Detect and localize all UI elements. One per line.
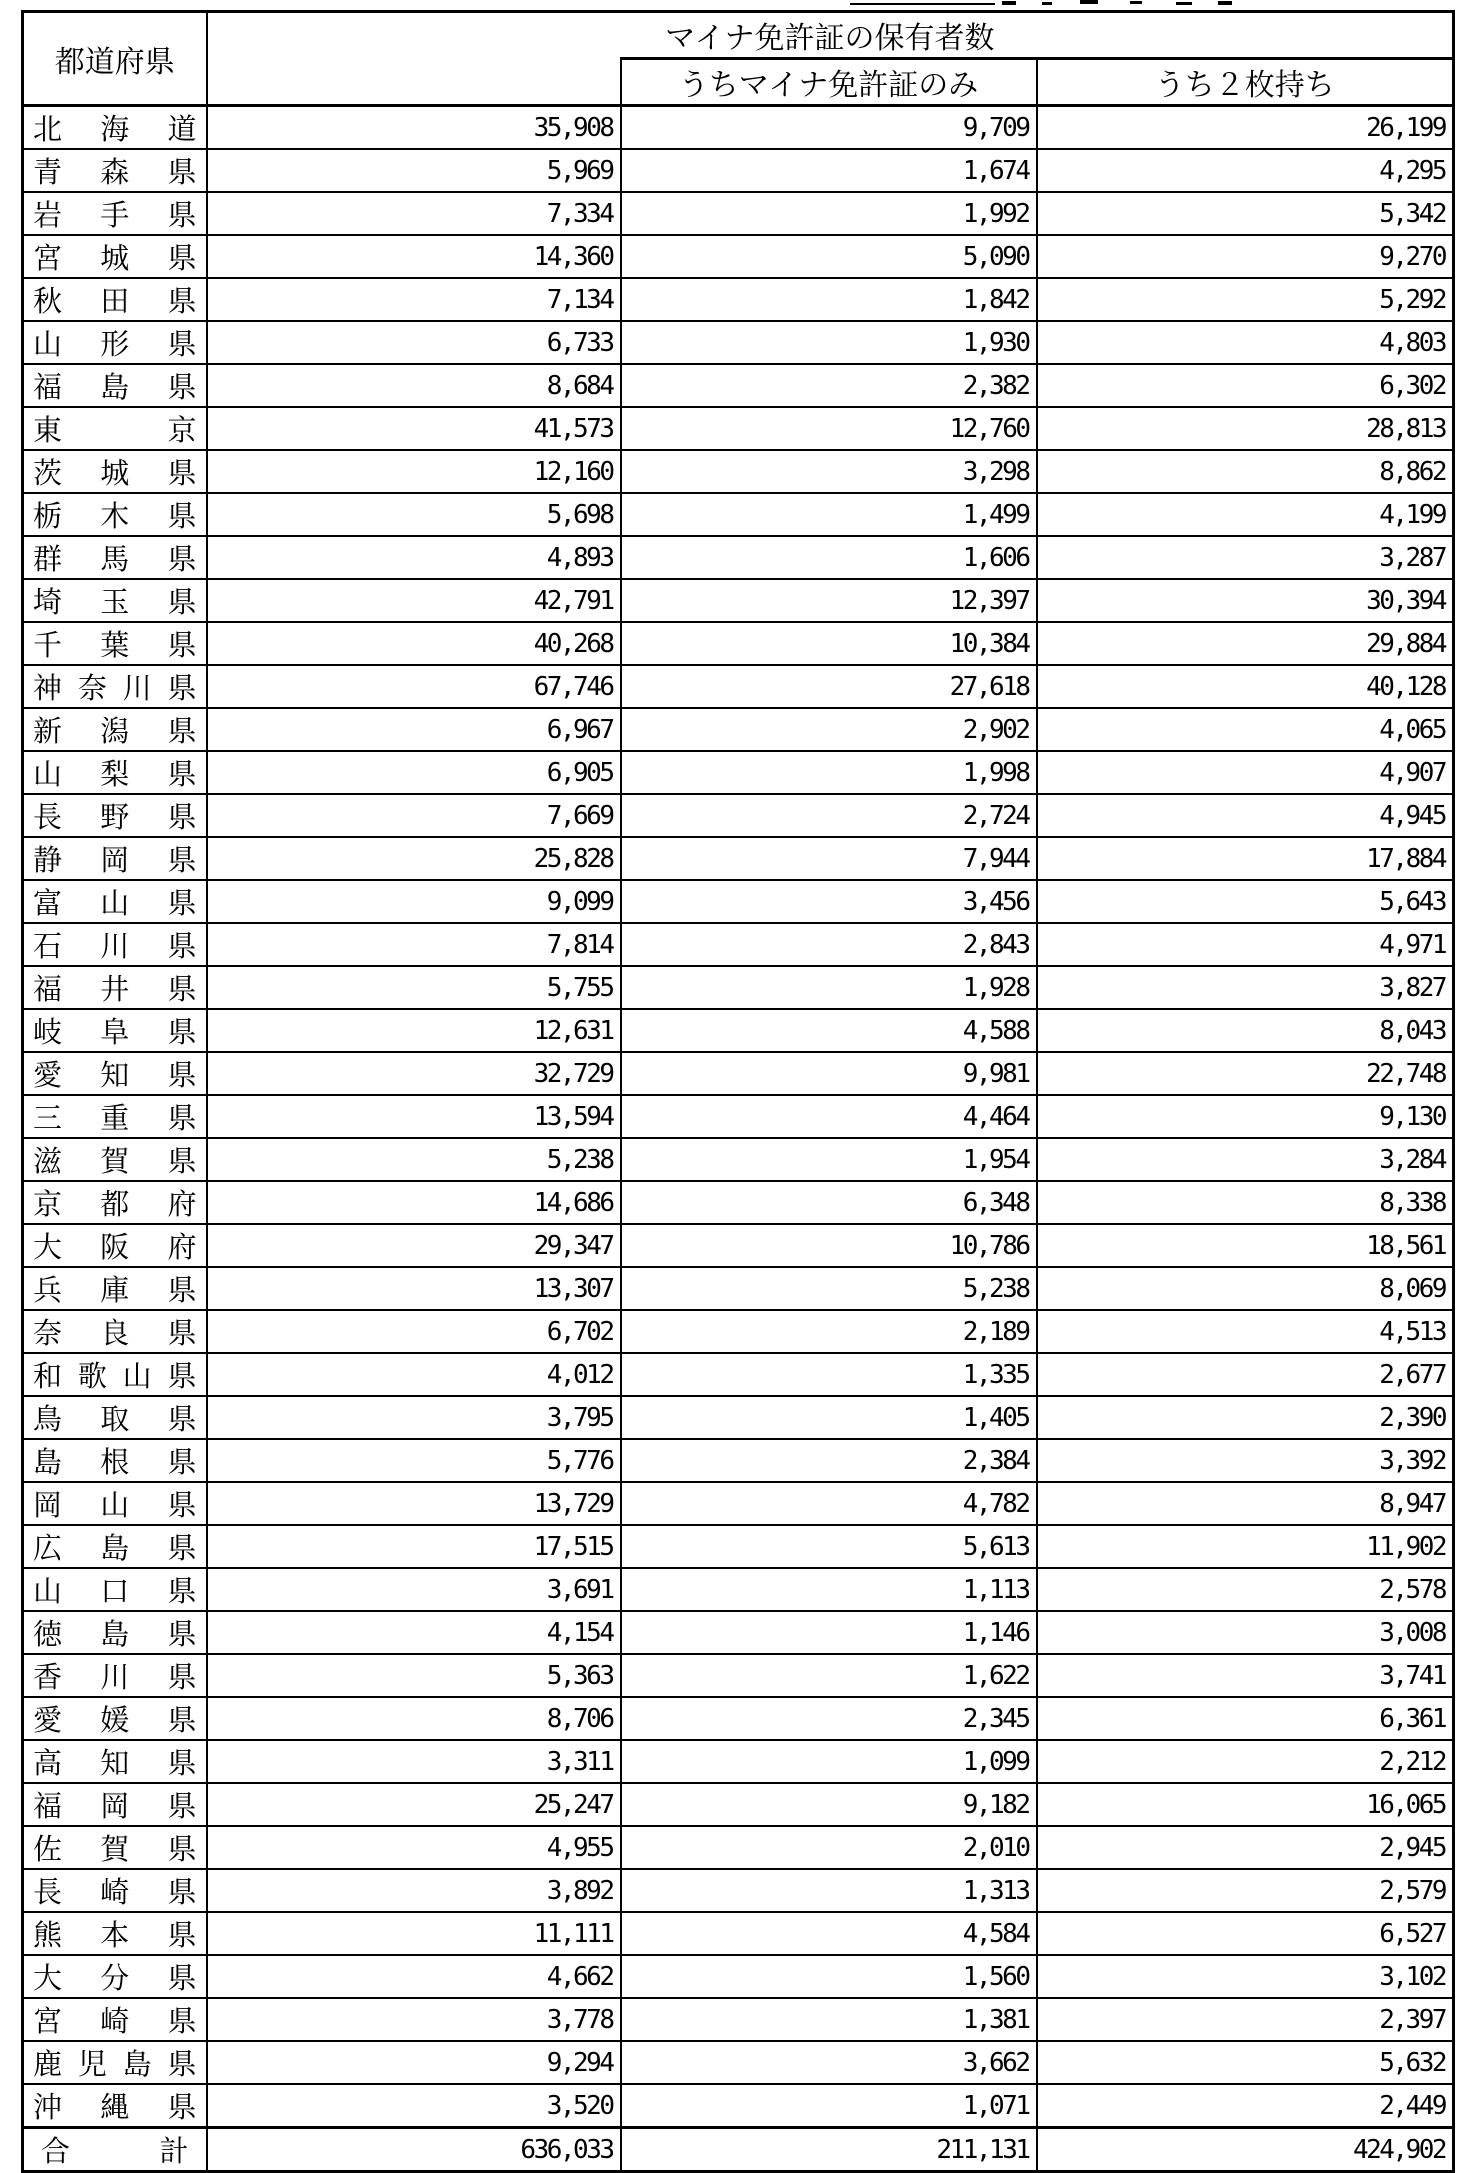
- total-holders-cell: 13,729: [207, 1482, 621, 1525]
- total-holders-cell: 11,111: [207, 1912, 621, 1955]
- only-myna-cell: 2,902: [621, 708, 1037, 751]
- total-holders-cell: 3,520: [207, 2084, 621, 2128]
- two-cards-cell: 6,302: [1037, 364, 1454, 407]
- total-holders-cell: 7,669: [207, 794, 621, 837]
- two-cards-cell: 3,392: [1037, 1439, 1454, 1482]
- two-cards-cell: 4,513: [1037, 1310, 1454, 1353]
- total-holders-cell: 6,967: [207, 708, 621, 751]
- table-row: [23, 1482, 1454, 1525]
- table-row: [23, 1998, 1454, 2041]
- total-holders-cell: 4,893: [207, 536, 621, 579]
- total-holders-cell: 3,311: [207, 1740, 621, 1783]
- only-myna-cell: 6,348: [621, 1181, 1037, 1224]
- total-holders-cell: 5,363: [207, 1654, 621, 1697]
- prefecture-cell: 香川県: [23, 1654, 207, 1697]
- two-cards-cell: 3,102: [1037, 1955, 1454, 1998]
- two-cards-cell: 424,902: [1037, 2128, 1454, 2172]
- prefecture-cell: 大分県: [23, 1955, 207, 1998]
- table-row: [23, 1224, 1454, 1267]
- two-cards-cell: 4,971: [1037, 923, 1454, 966]
- only-myna-cell: 211,131: [621, 2128, 1037, 2172]
- table-row: [23, 192, 1454, 235]
- prefecture-cell: 長崎県: [23, 1869, 207, 1912]
- two-cards-cell: 8,947: [1037, 1482, 1454, 1525]
- prefecture-cell: 山形県: [23, 321, 207, 364]
- prefecture-cell: 兵庫県: [23, 1267, 207, 1310]
- prefecture-cell: 愛媛県: [23, 1697, 207, 1740]
- header-two-cards: うち２枚持ち: [1037, 59, 1454, 106]
- table-row: [23, 1138, 1454, 1181]
- prefecture-cell: 和歌山県: [23, 1353, 207, 1396]
- two-cards-cell: 4,907: [1037, 751, 1454, 794]
- total-holders-cell: 35,908: [207, 106, 621, 150]
- only-myna-cell: 9,182: [621, 1783, 1037, 1826]
- table-row: [23, 364, 1454, 407]
- prefecture-cell: 山口県: [23, 1568, 207, 1611]
- prefecture-cell: 福島県: [23, 364, 207, 407]
- table-row: [23, 794, 1454, 837]
- prefecture-cell: 島根県: [23, 1439, 207, 1482]
- table-row: [23, 1869, 1454, 1912]
- table-row: [23, 1740, 1454, 1783]
- total-holders-cell: 3,691: [207, 1568, 621, 1611]
- table-row: [23, 880, 1454, 923]
- total-holders-cell: 14,360: [207, 235, 621, 278]
- two-cards-cell: 8,862: [1037, 450, 1454, 493]
- two-cards-cell: 6,527: [1037, 1912, 1454, 1955]
- table-row: [23, 1783, 1454, 1826]
- table-row: [23, 708, 1454, 751]
- table-row: [23, 1525, 1454, 1568]
- prefecture-cell: 北海道: [23, 106, 207, 150]
- only-myna-cell: 1,099: [621, 1740, 1037, 1783]
- total-holders-cell: 13,307: [207, 1267, 621, 1310]
- prefecture-cell: 東京: [23, 407, 207, 450]
- prefecture-cell: 富山県: [23, 880, 207, 923]
- only-myna-cell: 1,930: [621, 321, 1037, 364]
- two-cards-cell: 5,643: [1037, 880, 1454, 923]
- prefecture-cell: 沖縄県: [23, 2084, 207, 2128]
- table-row: [23, 1955, 1454, 1998]
- only-myna-cell: 2,724: [621, 794, 1037, 837]
- prefecture-cell: 山梨県: [23, 751, 207, 794]
- only-myna-cell: 1,992: [621, 192, 1037, 235]
- only-myna-cell: 5,238: [621, 1267, 1037, 1310]
- prefecture-cell: 佐賀県: [23, 1826, 207, 1869]
- total-row: [23, 2128, 1454, 2172]
- table-row: [23, 1826, 1454, 1869]
- two-cards-cell: 5,632: [1037, 2041, 1454, 2084]
- total-holders-cell: 3,795: [207, 1396, 621, 1439]
- total-holders-cell: 4,955: [207, 1826, 621, 1869]
- only-myna-cell: 2,382: [621, 364, 1037, 407]
- total-holders-cell: 3,892: [207, 1869, 621, 1912]
- header-only-myna: うちマイナ免許証のみ: [621, 59, 1037, 106]
- total-holders-cell: 9,294: [207, 2041, 621, 2084]
- two-cards-cell: 3,287: [1037, 536, 1454, 579]
- two-cards-cell: 11,902: [1037, 1525, 1454, 1568]
- only-myna-cell: 2,189: [621, 1310, 1037, 1353]
- only-myna-cell: 3,298: [621, 450, 1037, 493]
- total-holders-cell: 6,905: [207, 751, 621, 794]
- total-holders-cell: 6,733: [207, 321, 621, 364]
- total-holders-cell: 5,969: [207, 149, 621, 192]
- header-empty-cell: [207, 59, 621, 106]
- only-myna-cell: 1,842: [621, 278, 1037, 321]
- total-holders-cell: 3,778: [207, 1998, 621, 2041]
- prefecture-cell: 岐阜県: [23, 1009, 207, 1052]
- only-myna-cell: 1,622: [621, 1654, 1037, 1697]
- only-myna-cell: 10,384: [621, 622, 1037, 665]
- table-row: [23, 106, 1454, 150]
- two-cards-cell: 5,292: [1037, 278, 1454, 321]
- table-row: [23, 2084, 1454, 2128]
- prefecture-cell: 千葉県: [23, 622, 207, 665]
- two-cards-cell: 4,065: [1037, 708, 1454, 751]
- two-cards-cell: 3,741: [1037, 1654, 1454, 1697]
- two-cards-cell: 17,884: [1037, 837, 1454, 880]
- table-row: [23, 665, 1454, 708]
- header-row-1: [23, 12, 1454, 59]
- only-myna-cell: 1,560: [621, 1955, 1037, 1998]
- prefecture-cell: 広島県: [23, 1525, 207, 1568]
- prefecture-cell: 宮崎県: [23, 1998, 207, 2041]
- table-body: [23, 106, 1454, 2172]
- only-myna-cell: 1,071: [621, 2084, 1037, 2128]
- total-holders-cell: 8,684: [207, 364, 621, 407]
- prefecture-cell: 滋賀県: [23, 1138, 207, 1181]
- table-row: [23, 1568, 1454, 1611]
- total-holders-cell: 636,033: [207, 2128, 621, 2172]
- prefecture-cell: 宮城県: [23, 235, 207, 278]
- two-cards-cell: 4,295: [1037, 149, 1454, 192]
- total-holders-cell: 5,755: [207, 966, 621, 1009]
- prefecture-cell: 鳥取県: [23, 1396, 207, 1439]
- two-cards-cell: 40,128: [1037, 665, 1454, 708]
- only-myna-cell: 1,113: [621, 1568, 1037, 1611]
- prefecture-cell: 高知県: [23, 1740, 207, 1783]
- only-myna-cell: 1,998: [621, 751, 1037, 794]
- prefecture-cell: 福井県: [23, 966, 207, 1009]
- two-cards-cell: 3,827: [1037, 966, 1454, 1009]
- total-holders-cell: 12,631: [207, 1009, 621, 1052]
- two-cards-cell: 2,677: [1037, 1353, 1454, 1396]
- total-holders-cell: 12,160: [207, 450, 621, 493]
- prefecture-cell: 埼玉県: [23, 579, 207, 622]
- prefecture-cell: 愛知県: [23, 1052, 207, 1095]
- two-cards-cell: 8,069: [1037, 1267, 1454, 1310]
- two-cards-cell: 30,394: [1037, 579, 1454, 622]
- table-row: [23, 1052, 1454, 1095]
- only-myna-cell: 10,786: [621, 1224, 1037, 1267]
- table-row: [23, 1912, 1454, 1955]
- two-cards-cell: 4,199: [1037, 493, 1454, 536]
- only-myna-cell: 1,335: [621, 1353, 1037, 1396]
- only-myna-cell: 1,674: [621, 149, 1037, 192]
- prefecture-license-table: [21, 10, 1455, 2173]
- prefecture-cell: 青森県: [23, 149, 207, 192]
- prefecture-cell: 茨城県: [23, 450, 207, 493]
- two-cards-cell: 18,561: [1037, 1224, 1454, 1267]
- table-row: [23, 622, 1454, 665]
- table-row: [23, 1181, 1454, 1224]
- only-myna-cell: 2,010: [621, 1826, 1037, 1869]
- two-cards-cell: 22,748: [1037, 1052, 1454, 1095]
- table-row: [23, 751, 1454, 794]
- total-holders-cell: 41,573: [207, 407, 621, 450]
- only-myna-cell: 3,662: [621, 2041, 1037, 2084]
- table-row: [23, 1267, 1454, 1310]
- table-row: [23, 149, 1454, 192]
- two-cards-cell: 2,578: [1037, 1568, 1454, 1611]
- only-myna-cell: 4,584: [621, 1912, 1037, 1955]
- only-myna-cell: 27,618: [621, 665, 1037, 708]
- only-myna-cell: 4,588: [621, 1009, 1037, 1052]
- prefecture-cell: 京都府: [23, 1181, 207, 1224]
- total-holders-cell: 25,828: [207, 837, 621, 880]
- total-holders-cell: 29,347: [207, 1224, 621, 1267]
- two-cards-cell: 3,008: [1037, 1611, 1454, 1654]
- table-row: [23, 837, 1454, 880]
- only-myna-cell: 1,313: [621, 1869, 1037, 1912]
- prefecture-cell: 徳島県: [23, 1611, 207, 1654]
- prefecture-cell: 静岡県: [23, 837, 207, 880]
- table-row: [23, 1697, 1454, 1740]
- two-cards-cell: 2,449: [1037, 2084, 1454, 2128]
- only-myna-cell: 1,928: [621, 966, 1037, 1009]
- only-myna-cell: 1,146: [621, 1611, 1037, 1654]
- table-row: [23, 450, 1454, 493]
- two-cards-cell: 8,043: [1037, 1009, 1454, 1052]
- two-cards-cell: 2,212: [1037, 1740, 1454, 1783]
- total-holders-cell: 9,099: [207, 880, 621, 923]
- total-holders-cell: 7,334: [207, 192, 621, 235]
- total-holders-cell: 6,702: [207, 1310, 621, 1353]
- two-cards-cell: 6,361: [1037, 1697, 1454, 1740]
- total-holders-cell: 7,134: [207, 278, 621, 321]
- two-cards-cell: 8,338: [1037, 1181, 1454, 1224]
- two-cards-cell: 4,945: [1037, 794, 1454, 837]
- total-holders-cell: 5,776: [207, 1439, 621, 1482]
- table-row: [23, 407, 1454, 450]
- total-holders-cell: 32,729: [207, 1052, 621, 1095]
- two-cards-cell: 5,342: [1037, 192, 1454, 235]
- only-myna-cell: 1,606: [621, 536, 1037, 579]
- table-row: [23, 235, 1454, 278]
- only-myna-cell: 1,381: [621, 1998, 1037, 2041]
- prefecture-cell: 群馬県: [23, 536, 207, 579]
- only-myna-cell: 2,384: [621, 1439, 1037, 1482]
- only-myna-cell: 1,405: [621, 1396, 1037, 1439]
- only-myna-cell: 9,709: [621, 106, 1037, 150]
- prefecture-cell: 長野県: [23, 794, 207, 837]
- table-row: [23, 278, 1454, 321]
- two-cards-cell: 2,390: [1037, 1396, 1454, 1439]
- two-cards-cell: 4,803: [1037, 321, 1454, 364]
- only-myna-cell: 2,345: [621, 1697, 1037, 1740]
- table-row: [23, 321, 1454, 364]
- total-holders-cell: 5,698: [207, 493, 621, 536]
- header-row-2: [23, 59, 1454, 106]
- total-holders-cell: 25,247: [207, 1783, 621, 1826]
- prefecture-cell: 石川県: [23, 923, 207, 966]
- table-row: [23, 1310, 1454, 1353]
- only-myna-cell: 7,944: [621, 837, 1037, 880]
- table-row: [23, 1396, 1454, 1439]
- prefecture-cell: 神奈川県: [23, 665, 207, 708]
- only-myna-cell: 5,090: [621, 235, 1037, 278]
- two-cards-cell: 9,270: [1037, 235, 1454, 278]
- two-cards-cell: 2,579: [1037, 1869, 1454, 1912]
- only-myna-cell: 2,843: [621, 923, 1037, 966]
- only-myna-cell: 5,613: [621, 1525, 1037, 1568]
- prefecture-cell: 鹿児島県: [23, 2041, 207, 2084]
- only-myna-cell: 1,954: [621, 1138, 1037, 1181]
- two-cards-cell: 2,397: [1037, 1998, 1454, 2041]
- only-myna-cell: 12,397: [621, 579, 1037, 622]
- prefecture-cell: 合計: [23, 2128, 207, 2172]
- table-row: [23, 1654, 1454, 1697]
- table-row: [23, 1353, 1454, 1396]
- prefecture-cell: 大阪府: [23, 1224, 207, 1267]
- prefecture-cell: 奈良県: [23, 1310, 207, 1353]
- table-row: [23, 493, 1454, 536]
- table-row: [23, 966, 1454, 1009]
- header-holders-group: マイナ免許証の保有者数: [207, 12, 1454, 59]
- prefecture-cell: 岡山県: [23, 1482, 207, 1525]
- only-myna-cell: 3,456: [621, 880, 1037, 923]
- total-holders-cell: 42,791: [207, 579, 621, 622]
- table-row: [23, 579, 1454, 622]
- only-myna-cell: 4,464: [621, 1095, 1037, 1138]
- table-header: [23, 12, 1454, 106]
- only-myna-cell: 4,782: [621, 1482, 1037, 1525]
- prefecture-cell: 熊本県: [23, 1912, 207, 1955]
- only-myna-cell: 9,981: [621, 1052, 1037, 1095]
- total-holders-cell: 4,662: [207, 1955, 621, 1998]
- total-holders-cell: 7,814: [207, 923, 621, 966]
- table-row: [23, 1009, 1454, 1052]
- prefecture-cell: 栃木県: [23, 493, 207, 536]
- two-cards-cell: 16,065: [1037, 1783, 1454, 1826]
- table-row: [23, 2041, 1454, 2084]
- prefecture-cell: 新潟県: [23, 708, 207, 751]
- total-holders-cell: 5,238: [207, 1138, 621, 1181]
- prefecture-cell: 秋田県: [23, 278, 207, 321]
- two-cards-cell: 29,884: [1037, 622, 1454, 665]
- table-row: [23, 536, 1454, 579]
- total-holders-cell: 8,706: [207, 1697, 621, 1740]
- total-holders-cell: 13,594: [207, 1095, 621, 1138]
- only-myna-cell: 1,499: [621, 493, 1037, 536]
- header-prefecture: 都道府県: [23, 12, 207, 106]
- two-cards-cell: 28,813: [1037, 407, 1454, 450]
- two-cards-cell: 26,199: [1037, 106, 1454, 150]
- table-row: [23, 1611, 1454, 1654]
- table-row: [23, 923, 1454, 966]
- prefecture-cell: 福岡県: [23, 1783, 207, 1826]
- two-cards-cell: 9,130: [1037, 1095, 1454, 1138]
- two-cards-cell: 2,945: [1037, 1826, 1454, 1869]
- table-row: [23, 1439, 1454, 1482]
- total-holders-cell: 67,746: [207, 665, 621, 708]
- total-holders-cell: 14,686: [207, 1181, 621, 1224]
- prefecture-cell: 岩手県: [23, 192, 207, 235]
- total-holders-cell: 17,515: [207, 1525, 621, 1568]
- two-cards-cell: 3,284: [1037, 1138, 1454, 1181]
- only-myna-cell: 12,760: [621, 407, 1037, 450]
- table-row: [23, 1095, 1454, 1138]
- total-holders-cell: 4,012: [207, 1353, 621, 1396]
- prefecture-cell: 三重県: [23, 1095, 207, 1138]
- total-holders-cell: 4,154: [207, 1611, 621, 1654]
- total-holders-cell: 40,268: [207, 622, 621, 665]
